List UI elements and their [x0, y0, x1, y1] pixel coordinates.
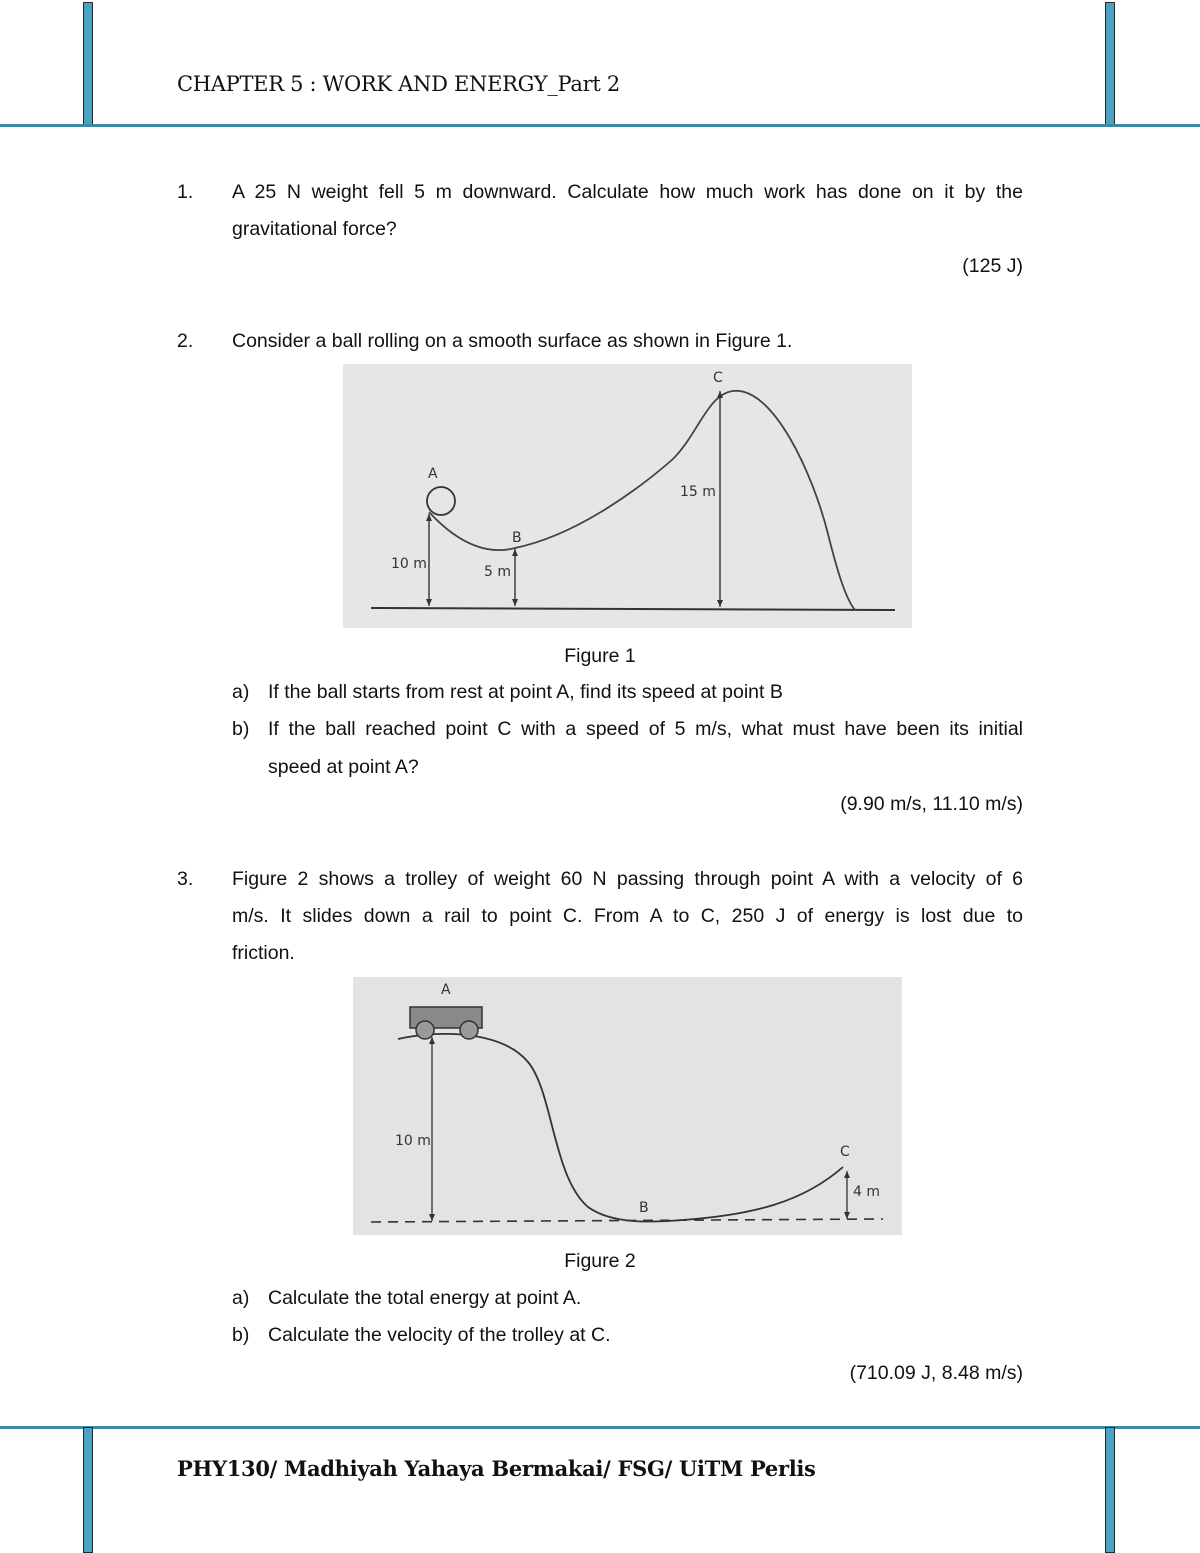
- figure-height-label: 10 m: [395, 1133, 431, 1149]
- figure-height-label: 15 m: [680, 484, 716, 500]
- figure-label-c: C: [840, 1144, 850, 1160]
- frame-bar-top-right: [1105, 2, 1115, 126]
- frame-bar-bottom-left: [83, 1427, 93, 1553]
- question-text-line: Consider a ball rolling on a smooth surface as shown in Figure 1.: [232, 330, 793, 352]
- figure-label-a: A: [441, 982, 451, 998]
- figure-2-image: [353, 977, 902, 1235]
- figure-caption: Figure 1: [564, 645, 636, 667]
- header-rule: [0, 124, 1200, 127]
- figure-label-b: B: [639, 1200, 649, 1216]
- question-number: 1.: [177, 181, 194, 203]
- figure-height-label: 10 m: [391, 556, 427, 572]
- answer-text: (125 J): [962, 255, 1023, 277]
- question-number: 2.: [177, 330, 194, 352]
- question-text-line: friction.: [232, 942, 295, 964]
- question-text-line: gravitational force?: [232, 218, 397, 240]
- part-text-line: Calculate the total energy at point A.: [268, 1287, 582, 1309]
- figure-1-image: [343, 364, 912, 628]
- footer-rule: [0, 1426, 1200, 1429]
- figure-label-b: B: [512, 530, 522, 546]
- part-text-line: Calculate the velocity of the trolley at C.: [268, 1324, 611, 1346]
- part-marker: a): [232, 681, 250, 703]
- figure-label-c: C: [713, 370, 723, 386]
- part-text-line: If the ball reached point C with a speed of 5 m/s, what must have been its initial: [268, 718, 1023, 740]
- frame-bar-top-left: [83, 2, 93, 126]
- part-marker: b): [232, 1324, 250, 1346]
- question-text-line: m/s. It slides down a rail to point C. From A to C, 250 J of energy is lost due to: [232, 905, 1023, 927]
- page-footer-text: PHY130/ Madhiyah Yahaya Bermakai/ FSG/ UiTM Perlis: [177, 1456, 816, 1481]
- figure-caption: Figure 2: [564, 1250, 636, 1272]
- figure-height-label: 5 m: [484, 564, 511, 580]
- question-text-line: A 25 N weight fell 5 m downward. Calculate how much work has done on it by the: [232, 181, 1023, 203]
- answer-text: (710.09 J, 8.48 m/s): [849, 1362, 1023, 1384]
- part-text-line: speed at point A?: [268, 756, 419, 778]
- figure-height-label: 4 m: [853, 1184, 880, 1200]
- page-header-title: CHAPTER 5 : WORK AND ENERGY_Part 2: [177, 72, 620, 96]
- part-text-line: If the ball starts from rest at point A, find its speed at point B: [268, 681, 783, 703]
- part-marker: b): [232, 718, 250, 740]
- question-text-line: Figure 2 shows a trolley of weight 60 N passing through point A with a velocity of 6: [232, 868, 1023, 890]
- question-number: 3.: [177, 868, 194, 890]
- answer-text: (9.90 m/s, 11.10 m/s): [840, 793, 1023, 815]
- frame-bar-bottom-right: [1105, 1427, 1115, 1553]
- part-marker: a): [232, 1287, 250, 1309]
- figure-label-a: A: [428, 466, 438, 482]
